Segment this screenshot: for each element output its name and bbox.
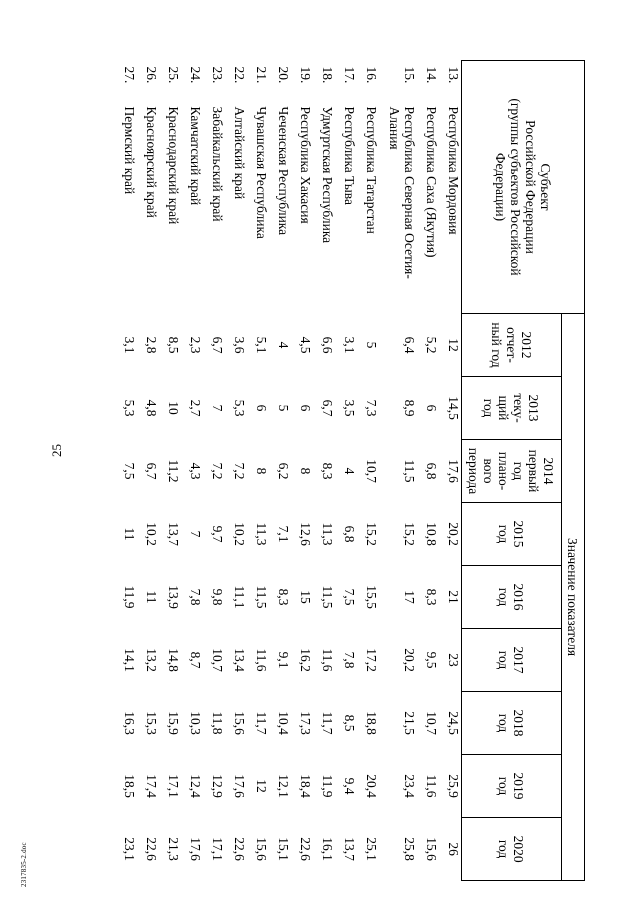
indicator-value-cell: 11,5: [320, 585, 335, 609]
subject-column-header: Субъект Российской Федерации (группы субъектов Российской Федерации): [462, 61, 585, 314]
row-number: 20.: [276, 66, 291, 84]
row-number: 18.: [320, 66, 335, 84]
indicator-value-cell: 18,4: [298, 774, 313, 798]
indicator-value-cell: 25,9: [446, 774, 461, 798]
indicator-value-cell: 16,2: [298, 648, 313, 672]
indicator-value-cell: 4: [276, 341, 291, 349]
indicator-value-cell: 2,3: [188, 336, 203, 354]
indicator-value-cell: 7: [210, 404, 225, 412]
table-row: [291, 61, 313, 881]
indicator-value-cell: 8,9: [402, 399, 417, 417]
document-footer-code: 2317835-2.doc: [20, 842, 28, 887]
row-number: 22.: [232, 66, 247, 84]
indicator-value-cell: 14,5: [446, 396, 461, 420]
indicator-value-cell: 11: [122, 527, 137, 541]
indicator-value-cell: 14,8: [166, 648, 181, 672]
page-number: 25: [49, 444, 64, 457]
indicator-value-cell: 7,8: [342, 651, 357, 669]
indicator-value-cell: 10,8: [424, 522, 439, 546]
table-row: [159, 61, 181, 881]
indicator-value-cell: 10: [166, 401, 181, 415]
indicator-value-cell: 9,8: [210, 588, 225, 606]
indicator-value-cell: 2,8: [144, 336, 159, 354]
indicator-value-cell: 10,3: [188, 711, 203, 735]
indicator-value-cell: 10,2: [232, 522, 247, 546]
row-number: 19.: [298, 66, 313, 84]
indicator-value-cell: 11,7: [320, 711, 335, 735]
table-row: [379, 61, 417, 881]
indicator-value-cell: 6,4: [402, 336, 417, 354]
year-column-header: 2019 год: [462, 755, 562, 818]
indicator-value-cell: 17,2: [364, 648, 379, 672]
indicator-value-cell: 7: [188, 530, 203, 538]
indicator-value-cell: 5,3: [122, 399, 137, 417]
indicator-value-cell: 7,5: [122, 462, 137, 480]
indicator-value-cell: 11: [144, 590, 159, 604]
indicator-value-cell: 17,6: [232, 774, 247, 798]
subject-name: Удмуртская Республика: [320, 106, 335, 244]
indicator-value-cell: 4,8: [144, 399, 159, 417]
indicator-value-cell: 3,1: [342, 336, 357, 354]
indicator-value-cell: 6,7: [320, 399, 335, 417]
indicator-value-cell: 10,7: [424, 711, 439, 735]
indicator-value-cell: 10,7: [210, 648, 225, 672]
indicator-value-cell: 20,2: [402, 648, 417, 672]
indicator-value-cell: 17,3: [298, 711, 313, 735]
indicator-value-cell: 9,4: [342, 777, 357, 795]
indicator-value-cell: 10,7: [364, 459, 379, 483]
indicator-value-cell: 7,2: [232, 462, 247, 480]
indicator-value-cell: 10,4: [276, 711, 291, 735]
indicator-value-cell: 6,8: [342, 525, 357, 543]
indicator-value-cell: 15,5: [364, 585, 379, 609]
indicator-table-rotated: [55, 60, 585, 880]
year-column-header: 2012 отчет- ный год: [462, 314, 562, 377]
indicator-value-cell: 11,3: [320, 522, 335, 546]
indicator-value-cell: 14,1: [122, 648, 137, 672]
indicator-value-cell: 6: [424, 404, 439, 412]
indicator-value-cell: 22,6: [298, 837, 313, 861]
indicator-value-cell: 15,2: [402, 522, 417, 546]
indicator-value-cell: 12,9: [210, 774, 225, 798]
indicator-value-cell: 4,5: [298, 336, 313, 354]
indicator-value-cell: 9,1: [276, 651, 291, 669]
indicator-value-cell: 17,6: [446, 459, 461, 483]
subject-name: Республика Саха (Якутия): [424, 106, 439, 258]
row-number: 16.: [364, 66, 379, 84]
subject-name: Камчатский край: [188, 106, 203, 206]
subject-name: Республика Северная Осетия-Алания: [387, 106, 417, 279]
indicator-value-cell: 13,4: [232, 648, 247, 672]
indicator-value-cell: 8,3: [424, 588, 439, 606]
indicator-value-cell: 11,6: [424, 774, 439, 798]
row-number: 26.: [144, 66, 159, 84]
indicator-value-cell: 17,6: [188, 837, 203, 861]
indicator-value-cell: 4: [342, 467, 357, 475]
indicator-value-cell: 20,2: [446, 522, 461, 546]
indicator-value-cell: 6: [254, 404, 269, 412]
indicator-value-cell: 25,1: [364, 837, 379, 861]
indicator-value-cell: 3,1: [122, 336, 137, 354]
year-column-header: 2017 год: [462, 629, 562, 692]
indicator-table: [115, 60, 585, 881]
table-row: [439, 61, 462, 881]
indicator-value-cell: 3,5: [342, 399, 357, 417]
indicator-value-cell: 25,8: [402, 837, 417, 861]
indicator-value-cell: 15,9: [166, 711, 181, 735]
table-header-row-top: [562, 61, 585, 881]
indicator-value-cell: 15: [298, 590, 313, 604]
indicator-value-cell: 20,4: [364, 774, 379, 798]
indicator-value-cell: 6,8: [424, 462, 439, 480]
indicator-value-cell: 15,2: [364, 522, 379, 546]
year-column-header: 2014 первый год плано- вого периода: [462, 440, 562, 503]
row-number: 17.: [342, 66, 357, 84]
indicator-value-cell: 6: [298, 404, 313, 412]
row-number: 13.: [446, 66, 461, 84]
table-row: [417, 61, 439, 881]
indicator-value-cell: 11,8: [210, 711, 225, 735]
indicator-value-cell: 8,5: [166, 336, 181, 354]
indicator-value-cell: 11,9: [320, 774, 335, 798]
table-row: [115, 61, 137, 881]
indicator-value-cell: 5,2: [424, 336, 439, 354]
indicator-value-cell: 7,8: [188, 588, 203, 606]
indicator-value-cell: 13,2: [144, 648, 159, 672]
table-row: [225, 61, 247, 881]
indicator-value-cell: 11,2: [166, 459, 181, 483]
table-row: [313, 61, 335, 881]
indicator-value-cell: 16,3: [122, 711, 137, 735]
row-number: 15.: [402, 66, 417, 84]
indicator-value-cell: 5: [364, 341, 379, 349]
indicator-value-cell: 18,5: [122, 774, 137, 798]
indicator-value-cell: 17,4: [144, 774, 159, 798]
row-number: 25.: [166, 66, 181, 84]
indicator-value-cell: 11,7: [254, 711, 269, 735]
indicator-value-cell: 11,3: [254, 522, 269, 546]
indicator-value-cell: 13,7: [166, 522, 181, 546]
indicator-value-cell: 9,7: [210, 525, 225, 543]
indicator-value-cell: 5,3: [232, 399, 247, 417]
subject-name: Краснодарский край: [166, 106, 181, 225]
indicator-value-cell: 6,7: [210, 336, 225, 354]
subject-name: Республика Хакасия: [298, 106, 313, 224]
indicator-value-cell: 15,6: [232, 711, 247, 735]
indicator-value-cell: 9,5: [424, 651, 439, 669]
indicator-value-cell: 26: [446, 842, 461, 856]
indicator-value-cell: 15,6: [254, 837, 269, 861]
indicator-value-cell: 11,1: [232, 585, 247, 609]
indicator-value-cell: 12,6: [298, 522, 313, 546]
indicator-value-cell: 24,5: [446, 711, 461, 735]
year-column-header: 2013 теку- щий год: [462, 377, 562, 440]
indicator-value-cell: 8,3: [276, 588, 291, 606]
subject-name: Чеченская Республика: [276, 106, 291, 236]
indicator-value-cell: 8,3: [320, 462, 335, 480]
subject-name: Забайкальский край: [210, 106, 225, 222]
indicator-value-cell: 7,5: [342, 588, 357, 606]
indicator-value-cell: 15,6: [424, 837, 439, 861]
indicator-value-cell: 17,1: [166, 774, 181, 798]
indicator-value-cell: 21,5: [402, 711, 417, 735]
table-row: [181, 61, 203, 881]
indicator-value-cell: 12: [446, 338, 461, 352]
table-row: [203, 61, 225, 881]
indicator-value-cell: 13,9: [166, 585, 181, 609]
indicator-value-cell: 15,1: [276, 837, 291, 861]
subject-name: Пермский край: [122, 106, 137, 195]
indicator-value-cell: 7,2: [210, 462, 225, 480]
subject-name: Республика Татарстан: [364, 106, 379, 234]
row-number: 21.: [254, 66, 269, 84]
year-column-header: 2016 год: [462, 566, 562, 629]
indicator-value-cell: 7,3: [364, 399, 379, 417]
table-body: [115, 61, 462, 881]
indicator-value-cell: 11,9: [122, 585, 137, 609]
indicator-value-cell: 6,6: [320, 336, 335, 354]
indicator-value-cell: 18,8: [364, 711, 379, 735]
indicator-value-cell: 8,5: [342, 714, 357, 732]
indicator-value-cell: 10,2: [144, 522, 159, 546]
indicator-value-cell: 8: [254, 467, 269, 475]
year-column-header: 2020 год: [462, 818, 562, 881]
indicator-value-group-header: Значение показателя: [562, 314, 585, 881]
indicator-value-cell: 12,4: [188, 774, 203, 798]
indicator-value-cell: 22,6: [144, 837, 159, 861]
subject-name: Республика Тыва: [342, 106, 357, 205]
subject-name: Алтайский край: [232, 106, 247, 200]
indicator-value-cell: 12: [254, 779, 269, 793]
table-row: [247, 61, 269, 881]
indicator-value-cell: 7,1: [276, 525, 291, 543]
indicator-value-cell: 11,6: [320, 648, 335, 672]
indicator-value-cell: 6,2: [276, 462, 291, 480]
year-column-header: 2015 год: [462, 503, 562, 566]
indicator-value-cell: 21: [446, 590, 461, 604]
table-row: [269, 61, 291, 881]
indicator-value-cell: 16,1: [320, 837, 335, 861]
row-number: 24.: [188, 66, 203, 84]
indicator-value-cell: 23,1: [122, 837, 137, 861]
indicator-value-cell: 4,3: [188, 462, 203, 480]
subject-name: Красноярский край: [144, 106, 159, 218]
row-number: 27.: [122, 66, 137, 84]
indicator-value-cell: 5: [276, 404, 291, 412]
indicator-value-cell: 13,7: [342, 837, 357, 861]
indicator-value-cell: 23,4: [402, 774, 417, 798]
indicator-value-cell: 17,1: [210, 837, 225, 861]
indicator-value-cell: 11,5: [254, 585, 269, 609]
table-row: [335, 61, 357, 881]
row-number: 23.: [210, 66, 225, 84]
subject-name: Республика Мордовия: [446, 106, 461, 235]
table-row: [357, 61, 379, 881]
indicator-value-cell: 23: [446, 653, 461, 667]
indicator-value-cell: 17: [402, 590, 417, 604]
indicator-value-cell: 8,7: [188, 651, 203, 669]
year-column-header: 2018 год: [462, 692, 562, 755]
indicator-value-cell: 12,1: [276, 774, 291, 798]
indicator-value-cell: 2,7: [188, 399, 203, 417]
indicator-value-cell: 11,5: [402, 459, 417, 483]
indicator-value-cell: 3,6: [232, 336, 247, 354]
indicator-value-cell: 8: [298, 467, 313, 475]
indicator-value-cell: 6,7: [144, 462, 159, 480]
indicator-value-cell: 5,1: [254, 336, 269, 354]
indicator-value-cell: 21,3: [166, 837, 181, 861]
indicator-value-cell: 22,6: [232, 837, 247, 861]
subject-name: Чувашская Республика: [254, 106, 269, 239]
row-number: 14.: [424, 66, 439, 84]
indicator-value-cell: 11,6: [254, 648, 269, 672]
table-row: [137, 61, 159, 881]
indicator-value-cell: 15,3: [144, 711, 159, 735]
